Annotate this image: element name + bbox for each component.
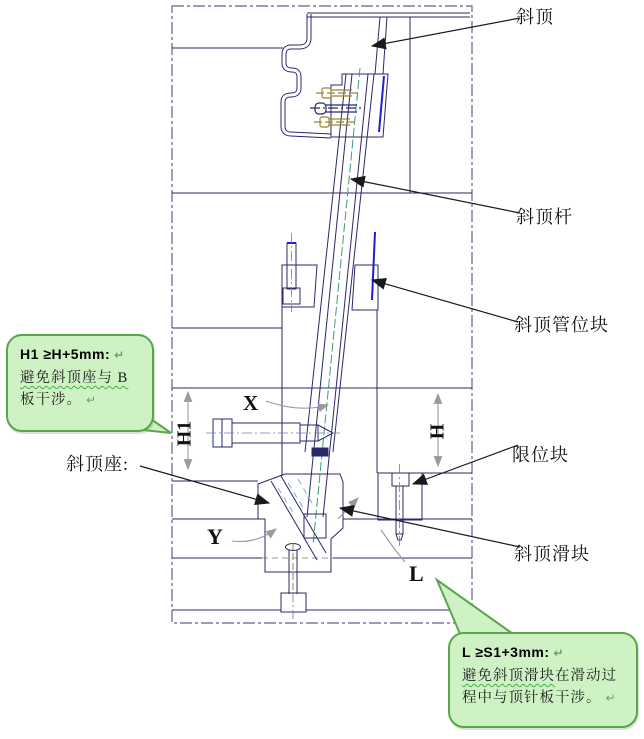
callout-h1-body: 避免斜顶座与 B 板干涉。 ↵ xyxy=(20,370,129,408)
label-lifter-rod: 斜顶杆 xyxy=(516,207,573,227)
dim-y: Y xyxy=(207,524,223,549)
callout-l-body: 避免斜顶滑块在滑动过 程中与顶针板干涉。 ↵ xyxy=(462,668,617,706)
dim-h1: H1 xyxy=(173,420,196,447)
slider-block xyxy=(258,448,343,572)
label-lifter: 斜顶 xyxy=(516,7,554,27)
callout-l-rule xyxy=(448,632,638,728)
slider-hatch-dashes xyxy=(278,479,312,514)
dim-l: L xyxy=(409,561,424,586)
lifter-centerline xyxy=(313,68,360,545)
return-mark-icon: ↵ xyxy=(86,392,98,407)
return-mark-icon: ↵ xyxy=(553,646,565,660)
dimension-arrows xyxy=(188,392,438,562)
callout-l-title: L ≥S1+3mm: ↵ xyxy=(462,644,565,660)
callout-h1-title: H1 ≥H+5mm: ↵ xyxy=(20,346,125,362)
callout-h1-rule xyxy=(6,334,154,432)
molded-part-profile xyxy=(283,14,331,136)
guide-block xyxy=(282,243,378,310)
label-lifter-slider: 斜顶滑块 xyxy=(514,544,590,564)
return-mark-icon: ↵ xyxy=(114,348,125,362)
return-mark-icon: ↵ xyxy=(605,690,617,705)
dim-x: X xyxy=(243,391,259,415)
label-guide-block: 斜顶管位块 xyxy=(514,315,609,335)
label-lifter-seat: 斜顶座: xyxy=(66,454,130,474)
label-limit-block: 限位块 xyxy=(512,445,569,465)
dim-h: H xyxy=(426,423,449,440)
